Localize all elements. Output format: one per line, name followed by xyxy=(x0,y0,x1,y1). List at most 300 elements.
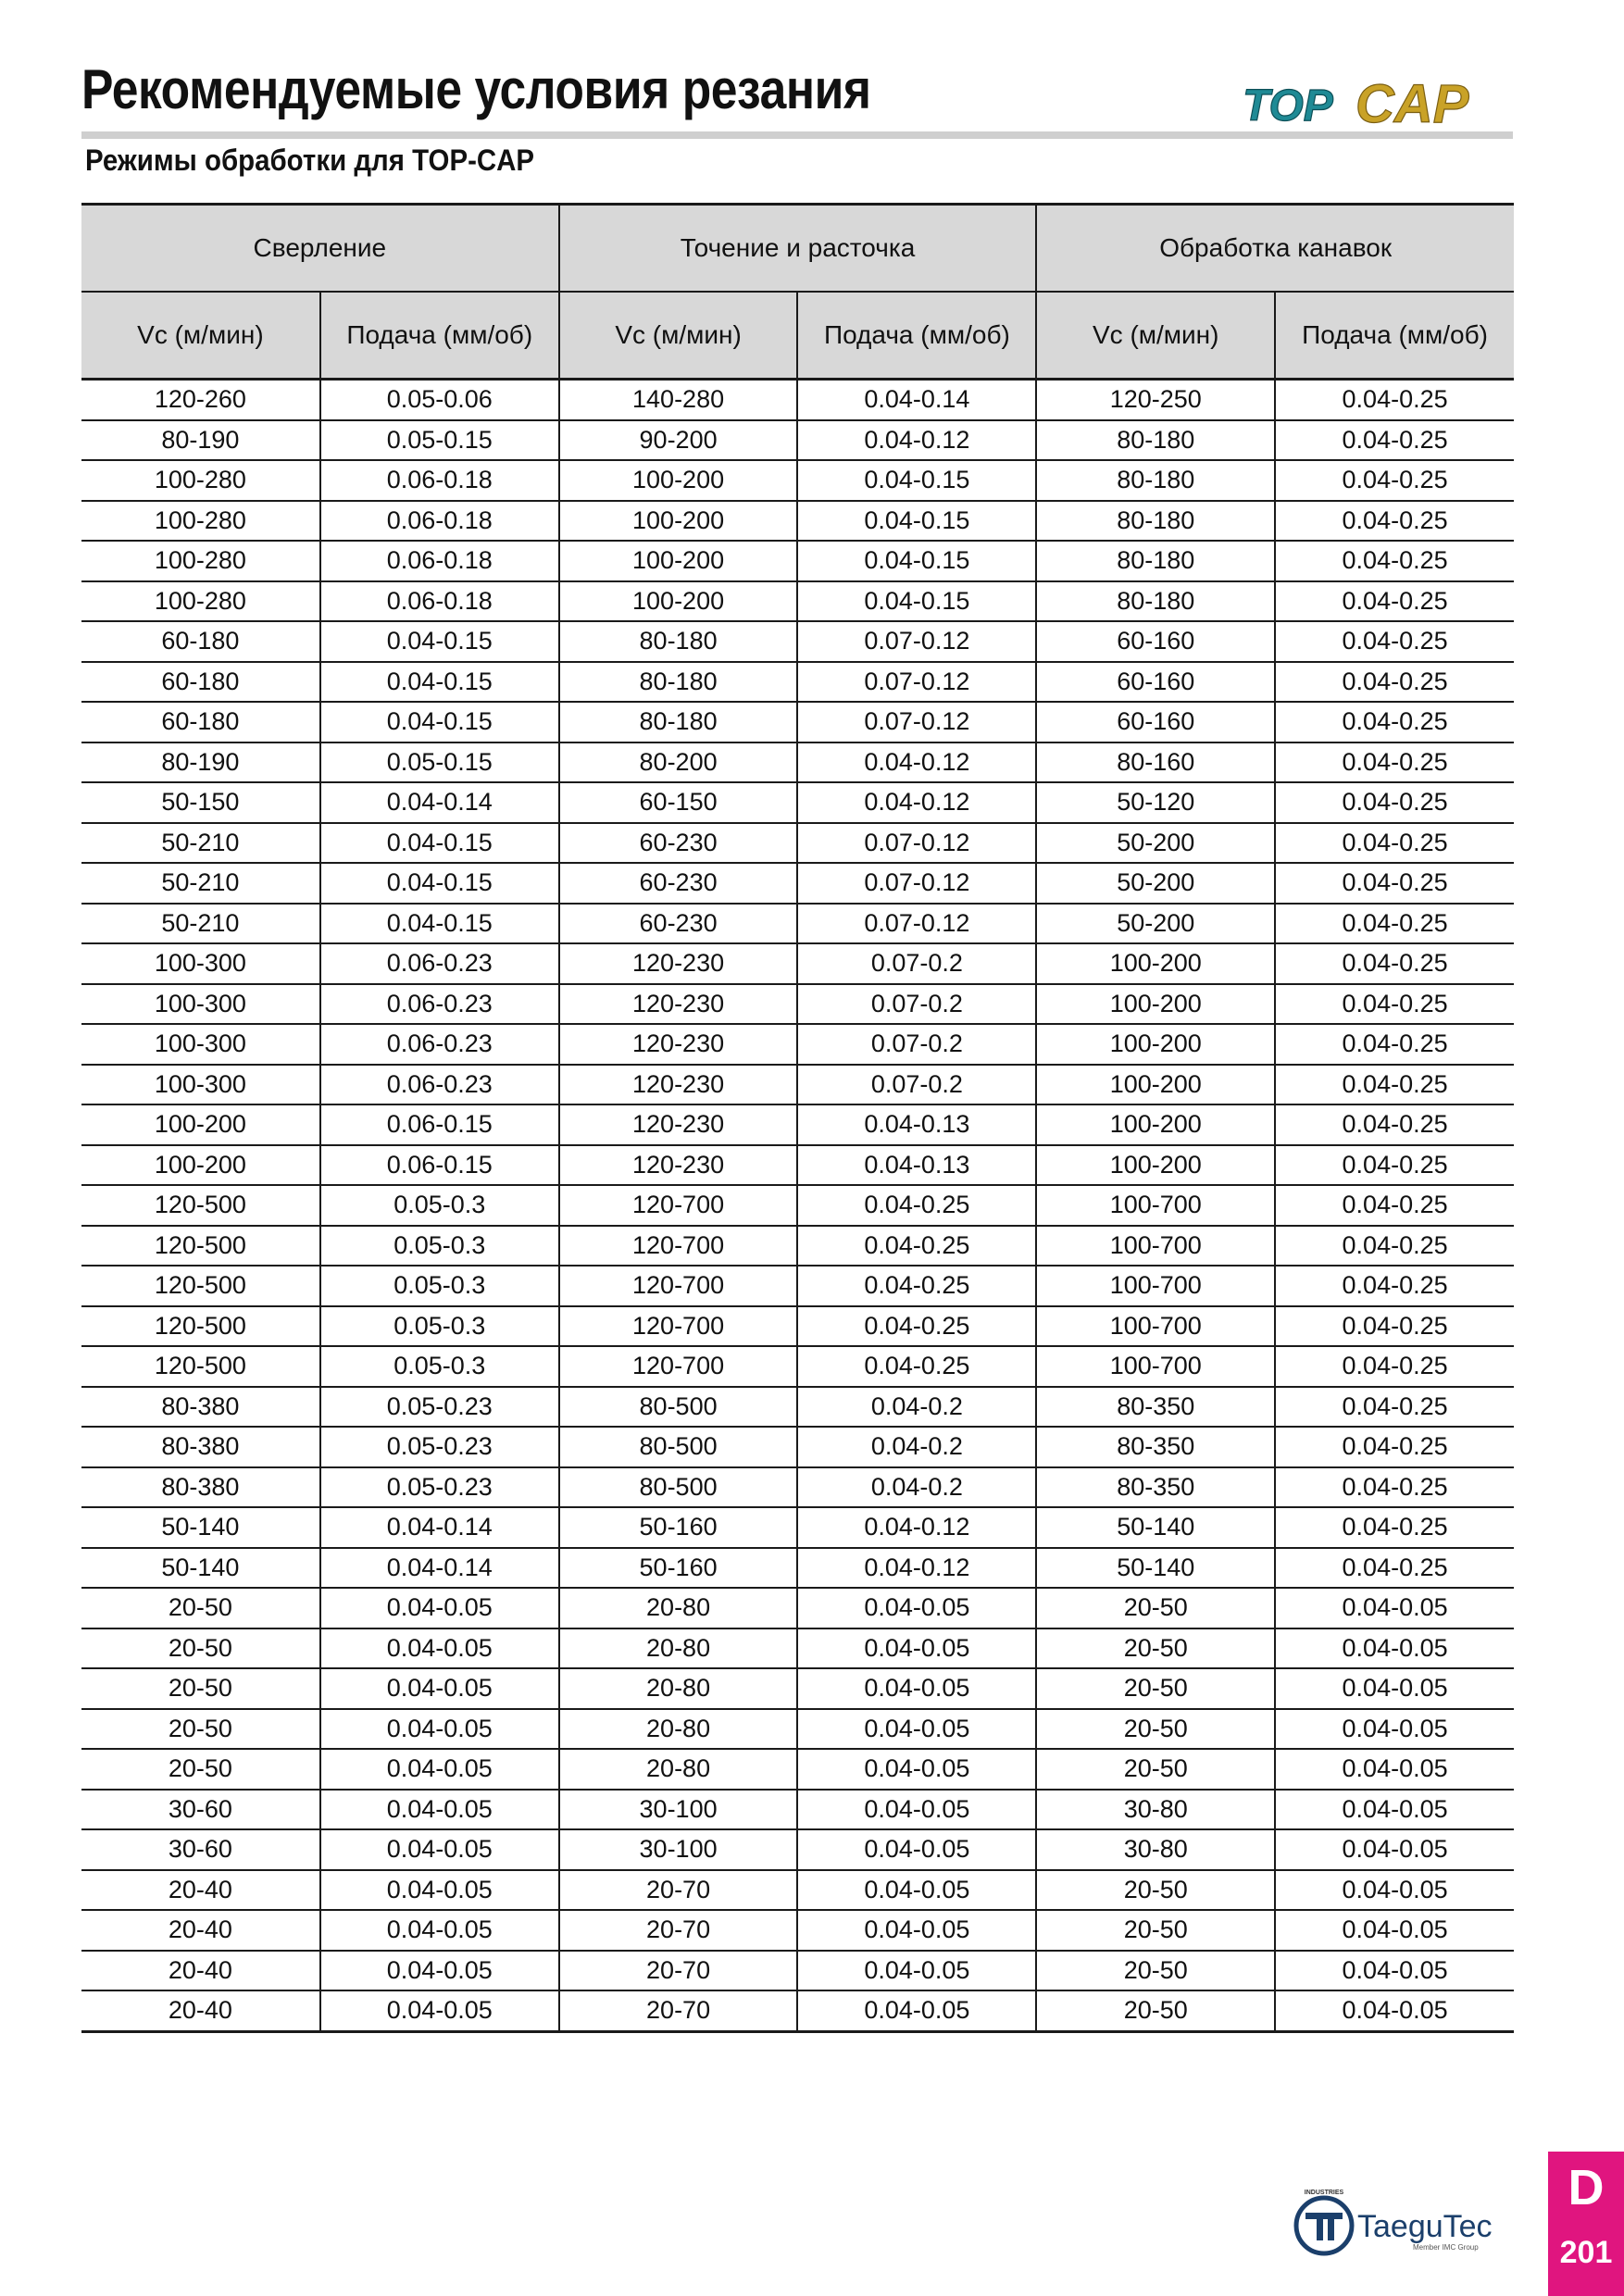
table-row xyxy=(81,1709,1514,1750)
table-cell: 80-180 xyxy=(1036,420,1275,461)
table-cell: 0.06-0.18 xyxy=(320,501,559,542)
table-row xyxy=(81,380,1514,420)
table-cell: 20-70 xyxy=(559,1951,798,1991)
table-cell: 80-380 xyxy=(81,1467,320,1508)
table-cell: 80-180 xyxy=(1036,541,1275,581)
table-cell: 50-140 xyxy=(1036,1548,1275,1589)
table-cell: 50-140 xyxy=(81,1548,320,1589)
table-cell: 50-160 xyxy=(559,1548,798,1589)
table-cell: 60-180 xyxy=(81,662,320,703)
column-header: Подача (мм/об) xyxy=(1275,292,1514,380)
table-cell: 0.04-0.12 xyxy=(797,1507,1036,1548)
table-cell: 120-500 xyxy=(81,1226,320,1267)
table-cell: 0.06-0.15 xyxy=(320,1145,559,1186)
table-cell: 20-50 xyxy=(1036,1668,1275,1709)
table-cell: 0.04-0.05 xyxy=(797,1990,1036,2031)
table-cell: 0.07-0.12 xyxy=(797,823,1036,864)
table-cell: 0.07-0.12 xyxy=(797,621,1036,662)
table-cell: 0.04-0.05 xyxy=(1275,1588,1514,1628)
table-cell: 50-150 xyxy=(81,782,320,823)
table-cell: 20-70 xyxy=(559,1870,798,1911)
table-cell: 0.05-0.3 xyxy=(320,1306,559,1347)
taegutec-logo-badge: INDUSTRIES xyxy=(1304,2190,1344,2196)
topcap-logo-cap: CAP xyxy=(1355,74,1469,133)
table-cell: 120-700 xyxy=(559,1185,798,1226)
table-cell: 100-200 xyxy=(559,581,798,622)
table-cell: 0.04-0.05 xyxy=(320,1668,559,1709)
table-cell: 0.04-0.25 xyxy=(797,1266,1036,1306)
table-row xyxy=(81,1185,1514,1226)
table-cell: 0.04-0.05 xyxy=(1275,1790,1514,1830)
table-cell: 120-700 xyxy=(559,1266,798,1306)
table-cell: 20-50 xyxy=(1036,1628,1275,1669)
table-cell: 0.04-0.25 xyxy=(1275,742,1514,783)
table-cell: 0.04-0.05 xyxy=(1275,1870,1514,1911)
table-cell: 20-50 xyxy=(81,1749,320,1790)
table-cell: 50-120 xyxy=(1036,782,1275,823)
table-cell: 120-500 xyxy=(81,1346,320,1387)
table-cell: 120-230 xyxy=(559,1145,798,1186)
table-cell: 0.04-0.13 xyxy=(797,1145,1036,1186)
table-cell: 100-280 xyxy=(81,460,320,501)
table-cell: 30-60 xyxy=(81,1829,320,1870)
table-cell: 0.04-0.25 xyxy=(1275,863,1514,904)
table-cell: 0.04-0.05 xyxy=(320,1709,559,1750)
table-cell: 0.05-0.15 xyxy=(320,742,559,783)
taegutec-logo xyxy=(1287,2185,1518,2259)
table-cell: 0.06-0.23 xyxy=(320,1065,559,1105)
table-cell: 0.04-0.12 xyxy=(797,420,1036,461)
table-cell: 0.04-0.25 xyxy=(1275,1387,1514,1428)
table-row xyxy=(81,1145,1514,1186)
table-cell: 0.04-0.05 xyxy=(320,1951,559,1991)
table-cell: 100-700 xyxy=(1036,1266,1275,1306)
table-cell: 90-200 xyxy=(559,420,798,461)
table-cell: 100-200 xyxy=(1036,943,1275,984)
table-cell: 80-380 xyxy=(81,1387,320,1428)
table-cell: 0.07-0.2 xyxy=(797,1024,1036,1065)
table-cell: 20-40 xyxy=(81,1870,320,1911)
table-row xyxy=(81,782,1514,823)
table-cell: 0.04-0.25 xyxy=(1275,1185,1514,1226)
column-header-row xyxy=(81,292,1514,380)
table-cell: 0.04-0.15 xyxy=(797,581,1036,622)
table-cell: 0.04-0.05 xyxy=(1275,1709,1514,1750)
column-header: Vc (м/мин) xyxy=(81,292,320,380)
table-cell: 0.04-0.25 xyxy=(1275,1548,1514,1589)
table-cell: 0.04-0.25 xyxy=(1275,541,1514,581)
table-cell: 0.04-0.15 xyxy=(797,460,1036,501)
table-cell: 100-200 xyxy=(81,1145,320,1186)
table-cell: 0.04-0.25 xyxy=(1275,460,1514,501)
table-cell: 20-50 xyxy=(1036,1951,1275,1991)
table-cell: 120-230 xyxy=(559,984,798,1025)
table-cell: 0.04-0.12 xyxy=(797,782,1036,823)
table-cell: 80-180 xyxy=(559,662,798,703)
table-row xyxy=(81,1024,1514,1065)
table-cell: 0.04-0.15 xyxy=(320,662,559,703)
table-cell: 0.04-0.25 xyxy=(1275,1065,1514,1105)
table-cell: 0.07-0.2 xyxy=(797,943,1036,984)
table-cell: 120-230 xyxy=(559,1065,798,1105)
table-cell: 0.07-0.12 xyxy=(797,662,1036,703)
table-cell: 0.04-0.25 xyxy=(1275,1024,1514,1065)
table-cell: 100-200 xyxy=(559,541,798,581)
table-row xyxy=(81,702,1514,742)
table-cell: 100-300 xyxy=(81,943,320,984)
table-cell: 20-70 xyxy=(559,1910,798,1951)
table-cell: 50-200 xyxy=(1036,904,1275,944)
table-cell: 100-700 xyxy=(1036,1226,1275,1267)
table-cell: 20-80 xyxy=(559,1668,798,1709)
table-row xyxy=(81,863,1514,904)
table-cell: 80-180 xyxy=(559,702,798,742)
table-cell: 20-50 xyxy=(1036,1588,1275,1628)
column-header: Vc (м/мин) xyxy=(1036,292,1275,380)
table-cell: 20-80 xyxy=(559,1628,798,1669)
table-cell: 0.04-0.25 xyxy=(1275,621,1514,662)
table-cell: 0.04-0.25 xyxy=(1275,1266,1514,1306)
table-cell: 0.04-0.15 xyxy=(797,541,1036,581)
table-cell: 0.04-0.12 xyxy=(797,742,1036,783)
table-row xyxy=(81,1790,1514,1830)
table-cell: 0.04-0.2 xyxy=(797,1387,1036,1428)
page-number: 201 xyxy=(1559,2235,1613,2270)
table-cell: 0.04-0.05 xyxy=(1275,1628,1514,1669)
table-cell: 0.07-0.12 xyxy=(797,702,1036,742)
table-cell: 0.04-0.25 xyxy=(1275,1427,1514,1467)
table-cell: 100-700 xyxy=(1036,1306,1275,1347)
table-cell: 0.04-0.14 xyxy=(320,1507,559,1548)
table-cell: 0.04-0.25 xyxy=(1275,581,1514,622)
table-cell: 100-300 xyxy=(81,1024,320,1065)
table-cell: 0.04-0.13 xyxy=(797,1104,1036,1145)
topcap-logo-top: TOP xyxy=(1243,81,1333,131)
table-cell: 60-160 xyxy=(1036,662,1275,703)
table-cell: 120-700 xyxy=(559,1306,798,1347)
table-row xyxy=(81,662,1514,703)
table-cell: 120-260 xyxy=(81,380,320,420)
table-cell: 0.05-0.15 xyxy=(320,420,559,461)
table-cell: 0.04-0.25 xyxy=(797,1306,1036,1347)
table-cell: 0.04-0.05 xyxy=(797,1668,1036,1709)
table-cell: 0.04-0.05 xyxy=(320,1870,559,1911)
table-cell: 60-180 xyxy=(81,621,320,662)
table-cell: 0.04-0.05 xyxy=(797,1829,1036,1870)
table-row xyxy=(81,943,1514,984)
table-cell: 0.04-0.05 xyxy=(797,1790,1036,1830)
table-cell: 0.04-0.25 xyxy=(1275,823,1514,864)
table-cell: 20-80 xyxy=(559,1709,798,1750)
table-cell: 120-250 xyxy=(1036,380,1275,420)
table-cell: 60-160 xyxy=(1036,621,1275,662)
table-cell: 0.07-0.2 xyxy=(797,984,1036,1025)
table-cell: 0.04-0.05 xyxy=(797,1588,1036,1628)
table-row xyxy=(81,823,1514,864)
table-cell: 0.04-0.25 xyxy=(1275,702,1514,742)
table-cell: 0.04-0.05 xyxy=(1275,1749,1514,1790)
table-cell: 0.04-0.05 xyxy=(1275,1951,1514,1991)
table-cell: 0.04-0.2 xyxy=(797,1467,1036,1508)
table-cell: 0.04-0.15 xyxy=(320,621,559,662)
table-cell: 0.06-0.18 xyxy=(320,460,559,501)
table-cell: 0.04-0.05 xyxy=(320,1790,559,1830)
table-row xyxy=(81,621,1514,662)
table-row xyxy=(81,1306,1514,1347)
table-cell: 100-200 xyxy=(1036,1104,1275,1145)
table-cell: 80-160 xyxy=(1036,742,1275,783)
table-cell: 0.04-0.05 xyxy=(320,1749,559,1790)
table-cell: 80-180 xyxy=(559,621,798,662)
table-row xyxy=(81,1266,1514,1306)
topcap-logo xyxy=(1237,69,1515,133)
table-cell: 20-40 xyxy=(81,1990,320,2031)
table-cell: 0.05-0.23 xyxy=(320,1427,559,1467)
table-cell: 30-80 xyxy=(1036,1829,1275,1870)
table-row xyxy=(81,742,1514,783)
table-cell: 0.04-0.25 xyxy=(1275,1306,1514,1347)
table-cell: 0.04-0.25 xyxy=(1275,501,1514,542)
table-cell: 0.04-0.05 xyxy=(797,1749,1036,1790)
table-cell: 120-230 xyxy=(559,943,798,984)
table-cell: 0.04-0.25 xyxy=(1275,904,1514,944)
table-row xyxy=(81,1668,1514,1709)
page-title: Рекомендуемые условия резания xyxy=(81,58,871,120)
table-row xyxy=(81,1628,1514,1669)
table-cell: 100-700 xyxy=(1036,1185,1275,1226)
table-cell: 0.04-0.05 xyxy=(320,1990,559,2031)
table-cell: 140-280 xyxy=(559,380,798,420)
table-cell: 0.04-0.05 xyxy=(797,1628,1036,1669)
table-cell: 20-50 xyxy=(81,1668,320,1709)
table-cell: 0.05-0.23 xyxy=(320,1467,559,1508)
table-cell: 20-50 xyxy=(1036,1749,1275,1790)
table-cell: 80-190 xyxy=(81,742,320,783)
table-row xyxy=(81,1104,1514,1145)
table-cell: 120-500 xyxy=(81,1185,320,1226)
table-row xyxy=(81,904,1514,944)
table-cell: 0.04-0.25 xyxy=(1275,984,1514,1025)
table-row xyxy=(81,1548,1514,1589)
table-cell: 80-500 xyxy=(559,1467,798,1508)
table-cell: 100-300 xyxy=(81,984,320,1025)
table-cell: 20-50 xyxy=(1036,1870,1275,1911)
table-row xyxy=(81,1951,1514,1991)
table-cell: 0.04-0.25 xyxy=(797,1346,1036,1387)
table-cell: 0.04-0.05 xyxy=(320,1588,559,1628)
table-cell: 100-300 xyxy=(81,1065,320,1105)
table-cell: 80-180 xyxy=(1036,460,1275,501)
group-header-grooving: Обработка канавок xyxy=(1036,205,1514,293)
taegutec-logo-tagline: Member IMC Group xyxy=(1413,2243,1479,2252)
table-cell: 50-160 xyxy=(559,1507,798,1548)
table-cell: 100-200 xyxy=(81,1104,320,1145)
table-row xyxy=(81,1749,1514,1790)
table-cell: 0.04-0.25 xyxy=(1275,1145,1514,1186)
table-row xyxy=(81,1427,1514,1467)
table-cell: 100-200 xyxy=(559,501,798,542)
table-cell: 0.04-0.25 xyxy=(1275,1507,1514,1548)
group-header-row xyxy=(81,205,1514,293)
table-cell: 0.06-0.23 xyxy=(320,943,559,984)
table-cell: 0.04-0.25 xyxy=(797,1185,1036,1226)
table-cell: 60-150 xyxy=(559,782,798,823)
table-cell: 20-80 xyxy=(559,1588,798,1628)
table-cell: 20-50 xyxy=(81,1628,320,1669)
table-cell: 0.04-0.25 xyxy=(1275,1346,1514,1387)
table-cell: 0.04-0.15 xyxy=(320,863,559,904)
table-cell: 0.04-0.05 xyxy=(320,1829,559,1870)
table-cell: 50-210 xyxy=(81,863,320,904)
table-cell: 30-100 xyxy=(559,1790,798,1830)
table-row xyxy=(81,1507,1514,1548)
table-cell: 60-180 xyxy=(81,702,320,742)
table-cell: 0.04-0.15 xyxy=(320,823,559,864)
table-cell: 0.07-0.12 xyxy=(797,863,1036,904)
table-cell: 80-380 xyxy=(81,1427,320,1467)
table-cell: 20-40 xyxy=(81,1910,320,1951)
table-cell: 0.04-0.25 xyxy=(1275,380,1514,420)
table-cell: 60-230 xyxy=(559,904,798,944)
table-cell: 0.06-0.23 xyxy=(320,1024,559,1065)
section-letter: D xyxy=(1568,2160,1605,2215)
table-cell: 0.04-0.25 xyxy=(1275,943,1514,984)
table-cell: 50-200 xyxy=(1036,823,1275,864)
table-cell: 0.06-0.15 xyxy=(320,1104,559,1145)
column-header: Подача (мм/об) xyxy=(320,292,559,380)
table-row xyxy=(81,1588,1514,1628)
table-cell: 0.04-0.25 xyxy=(1275,1104,1514,1145)
table-cell: 20-50 xyxy=(81,1588,320,1628)
table-cell: 0.04-0.05 xyxy=(320,1628,559,1669)
table-cell: 100-200 xyxy=(559,460,798,501)
table-cell: 100-280 xyxy=(81,581,320,622)
table-cell: 0.07-0.2 xyxy=(797,1065,1036,1105)
table-cell: 60-230 xyxy=(559,863,798,904)
table-cell: 0.04-0.15 xyxy=(320,904,559,944)
table-cell: 0.04-0.05 xyxy=(797,1910,1036,1951)
table-cell: 0.05-0.3 xyxy=(320,1226,559,1267)
table-cell: 0.05-0.3 xyxy=(320,1346,559,1387)
table-cell: 0.04-0.25 xyxy=(1275,662,1514,703)
table-row xyxy=(81,1346,1514,1387)
table-cell: 0.06-0.18 xyxy=(320,541,559,581)
table-cell: 60-160 xyxy=(1036,702,1275,742)
table-row xyxy=(81,1990,1514,2031)
table-cell: 0.06-0.23 xyxy=(320,984,559,1025)
table-cell: 0.04-0.15 xyxy=(797,501,1036,542)
table-row xyxy=(81,541,1514,581)
table-cell: 80-350 xyxy=(1036,1387,1275,1428)
table-cell: 0.04-0.25 xyxy=(1275,420,1514,461)
table-cell: 50-210 xyxy=(81,904,320,944)
table-cell: 0.04-0.14 xyxy=(320,782,559,823)
section-tab xyxy=(1548,2152,1624,2296)
table-cell: 80-500 xyxy=(559,1427,798,1467)
table-cell: 20-80 xyxy=(559,1749,798,1790)
table-cell: 100-280 xyxy=(81,541,320,581)
table-cell: 0.04-0.14 xyxy=(797,380,1036,420)
table-cell: 20-50 xyxy=(1036,1990,1275,2031)
group-header-drilling: Сверление xyxy=(81,205,559,293)
table-cell: 60-230 xyxy=(559,823,798,864)
table-cell: 20-50 xyxy=(1036,1910,1275,1951)
table-row xyxy=(81,581,1514,622)
taegutec-logo-text: TaeguTec xyxy=(1357,2209,1493,2244)
table-cell: 0.04-0.25 xyxy=(1275,1467,1514,1508)
table-row xyxy=(81,1226,1514,1267)
table-cell: 30-100 xyxy=(559,1829,798,1870)
table-cell: 0.05-0.23 xyxy=(320,1387,559,1428)
table-cell: 0.04-0.05 xyxy=(797,1709,1036,1750)
table-row xyxy=(81,460,1514,501)
table-cell: 80-350 xyxy=(1036,1467,1275,1508)
table-cell: 0.05-0.3 xyxy=(320,1266,559,1306)
table-cell: 80-180 xyxy=(1036,501,1275,542)
table-cell: 0.04-0.15 xyxy=(320,702,559,742)
table-cell: 0.06-0.18 xyxy=(320,581,559,622)
table-cell: 50-210 xyxy=(81,823,320,864)
group-header-turning: Точение и расточка xyxy=(559,205,1037,293)
table-cell: 30-60 xyxy=(81,1790,320,1830)
table-cell: 0.04-0.25 xyxy=(1275,782,1514,823)
table-cell: 120-500 xyxy=(81,1306,320,1347)
table-row xyxy=(81,1467,1514,1508)
table-cell: 80-180 xyxy=(1036,581,1275,622)
table-cell: 80-500 xyxy=(559,1387,798,1428)
table-row xyxy=(81,1065,1514,1105)
table-cell: 0.04-0.2 xyxy=(797,1427,1036,1467)
table-cell: 50-140 xyxy=(81,1507,320,1548)
table-cell: 0.04-0.05 xyxy=(797,1951,1036,1991)
table-cell: 20-70 xyxy=(559,1990,798,2031)
column-header: Vc (м/мин) xyxy=(559,292,798,380)
table-cell: 120-230 xyxy=(559,1024,798,1065)
table-cell: 100-200 xyxy=(1036,1065,1275,1105)
table-cell: 50-140 xyxy=(1036,1507,1275,1548)
table-cell: 100-280 xyxy=(81,501,320,542)
table-row xyxy=(81,1829,1514,1870)
table-cell: 100-700 xyxy=(1036,1346,1275,1387)
table-cell: 120-500 xyxy=(81,1266,320,1306)
table-cell: 0.05-0.3 xyxy=(320,1185,559,1226)
table-cell: 0.04-0.05 xyxy=(1275,1910,1514,1951)
cutting-conditions-table xyxy=(81,203,1514,2033)
table-row xyxy=(81,420,1514,461)
table-cell: 80-200 xyxy=(559,742,798,783)
table-cell: 20-50 xyxy=(1036,1709,1275,1750)
table-cell: 0.04-0.25 xyxy=(797,1226,1036,1267)
table-cell: 0.07-0.12 xyxy=(797,904,1036,944)
table-cell: 0.04-0.12 xyxy=(797,1548,1036,1589)
table-cell: 0.04-0.05 xyxy=(797,1870,1036,1911)
table-row xyxy=(81,1870,1514,1911)
table-cell: 0.04-0.14 xyxy=(320,1548,559,1589)
table-cell: 0.04-0.05 xyxy=(1275,1990,1514,2031)
table-cell: 0.05-0.06 xyxy=(320,380,559,420)
page-subtitle: Режимы обработки для TOP-CAP xyxy=(85,144,535,177)
table-cell: 0.04-0.05 xyxy=(320,1910,559,1951)
table-cell: 50-200 xyxy=(1036,863,1275,904)
table-cell: 0.04-0.05 xyxy=(1275,1668,1514,1709)
table-cell: 20-40 xyxy=(81,1951,320,1991)
table-cell: 120-700 xyxy=(559,1346,798,1387)
table-body xyxy=(81,380,1514,2032)
table-cell: 20-50 xyxy=(81,1709,320,1750)
table-cell: 80-190 xyxy=(81,420,320,461)
table-cell: 120-700 xyxy=(559,1226,798,1267)
table-cell: 0.04-0.05 xyxy=(1275,1829,1514,1870)
